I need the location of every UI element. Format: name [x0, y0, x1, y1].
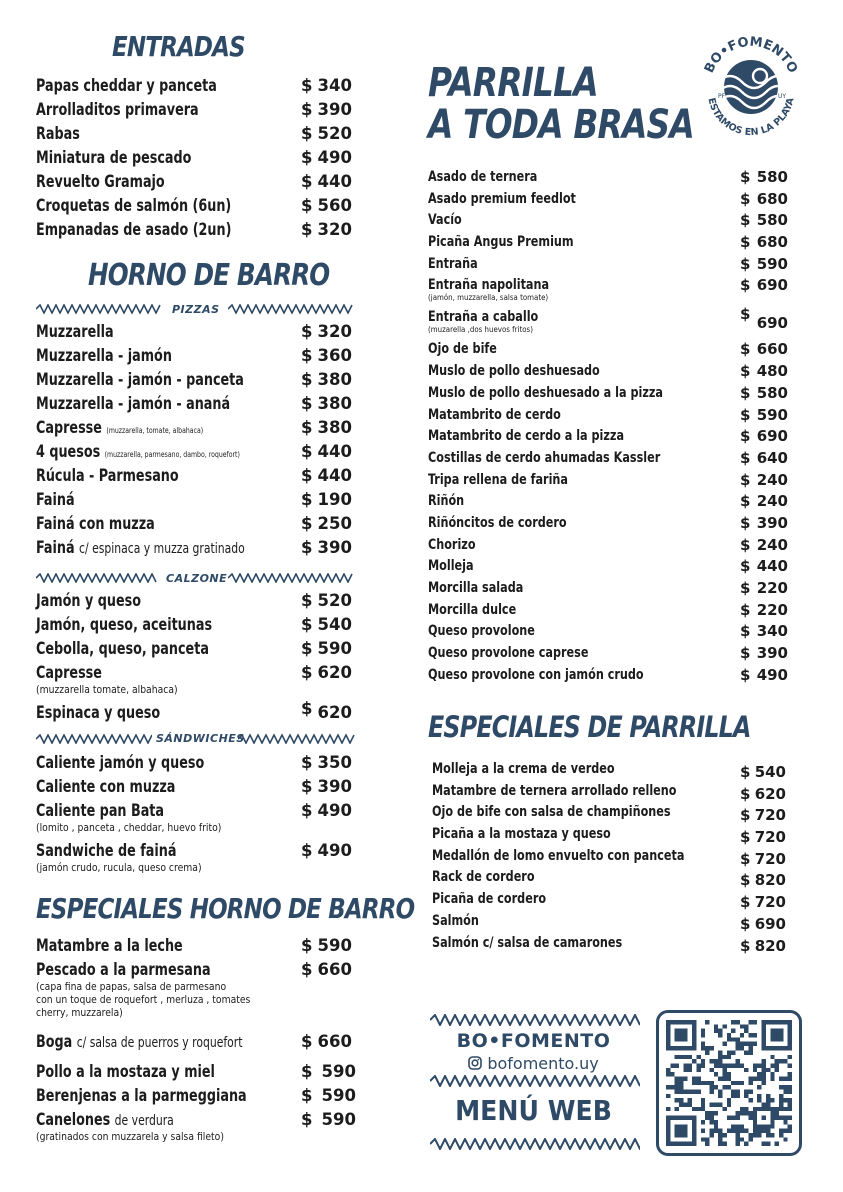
list-item: Espinaca y queso $ 620	[36, 699, 352, 722]
list-item: Fainá c/ espinaca y muzza gratinado $ 390	[36, 538, 352, 557]
svg-text:BO•FOMENTO: BO•FOMENTO	[701, 34, 801, 76]
list-item: Fainá $ 190	[36, 490, 352, 509]
especiales-parrilla-title: ESPECIALES DE PARRILLA	[428, 710, 751, 744]
list-item: Queso provolone con jamón crudo $ 490	[428, 665, 788, 684]
list-item: Muslo de pollo deshuesado a la pizza $ 580	[428, 383, 788, 402]
list-item: Muzzarella - jamón - panceta $ 380	[36, 370, 352, 389]
list-item: Rack de cordero $ 820	[432, 869, 786, 890]
list-item: Medallón de lomo envuelto con panceta $ 720	[432, 847, 786, 868]
instagram-handle[interactable]: bofomento.uy	[436, 1054, 631, 1073]
qr-code-frame[interactable]	[656, 1010, 802, 1156]
list-item: Muzzarella - jamón $ 360	[36, 346, 352, 365]
wave-divider	[36, 734, 152, 744]
horno-title: HORNO DE BARRO	[88, 258, 330, 293]
wave-divider	[36, 573, 158, 583]
list-item: Molleja $ 440	[428, 557, 788, 576]
list-item: Fainá con muzza $ 250	[36, 514, 352, 533]
wave-divider	[430, 1014, 640, 1026]
calzone-list	[36, 590, 356, 726]
list-item: Vacío $ 580	[428, 211, 788, 230]
list-item: Miniatura de pescado $ 490	[36, 148, 352, 167]
list-item: Pollo a la mostaza y miel $ 590	[36, 1062, 356, 1081]
parrilla-title-line2: A TODA BRASA	[428, 102, 694, 148]
wave-divider	[430, 1075, 640, 1087]
especiales-horno-title: ESPECIALES HORNO DE BARRO	[36, 892, 415, 925]
list-item: Empanadas de asado (2un) $ 320	[36, 220, 352, 239]
instagram-icon	[468, 1056, 482, 1070]
list-item: Queso provolone $ 340	[428, 622, 788, 641]
list-item: Croquetas de salmón (6un) $ 560	[36, 196, 352, 215]
list-item: Riñón $ 240	[428, 492, 788, 511]
list-item: Riñóncitos de cordero $ 390	[428, 513, 788, 532]
wave-divider	[228, 304, 356, 314]
entradas-title: ENTRADAS	[112, 30, 245, 63]
list-item: Matambrito de cerdo a la pizza $ 690	[428, 427, 788, 446]
list-item: Berenjenas a la parmeggiana $ 590	[36, 1086, 356, 1105]
wave-divider	[36, 304, 166, 314]
sandwiches-list	[36, 752, 356, 880]
entradas-list	[36, 75, 356, 243]
especiales-parrilla-list	[432, 760, 792, 955]
list-item: Revuelto Gramajo $ 440	[36, 172, 352, 191]
list-item: Pescado a la parmesana $ 660 (capa fina de papas, salsa de parmesano con un toque de roquefort , merluza , tomates cherry, muzzarela)	[36, 960, 352, 1019]
list-item: Matambrito de cerdo $ 590	[428, 405, 788, 424]
svg-text:UY: UY	[778, 93, 787, 100]
list-item: Entraña $ 590	[428, 254, 788, 273]
wave-divider	[430, 1138, 640, 1150]
list-item: Cebolla, queso, panceta $ 590	[36, 639, 352, 658]
list-item: Arrolladitos primavera $ 390	[36, 100, 352, 119]
list-item: Muzzarella $ 320	[36, 322, 352, 341]
calzone-label: CALZONE	[166, 572, 228, 585]
list-item: Entraña napolitana $ 690 (jamón, muzzarella, salsa tomate)	[428, 276, 788, 303]
pizzas-label: PIZZAS	[172, 303, 220, 316]
list-item: Matambre a la leche $ 590	[36, 936, 352, 955]
wave-divider	[238, 734, 356, 744]
list-item: Chorizo $ 240	[428, 535, 788, 554]
list-item: Capresse (muzzarella, tomate, albahaca) $ 380	[36, 418, 352, 437]
list-item: Capresse $ 620 (muzzarella tomate, albahaca)	[36, 663, 352, 696]
list-item: Ojo de bife con salsa de champiñones $ 720	[432, 804, 786, 825]
list-item: Sandwiche de fainá $ 490 (jamón crudo, rucula, queso crema)	[36, 841, 352, 874]
bofomento-logo	[696, 32, 806, 142]
list-item: Caliente pan Bata $ 490 (lomito , panceta , cheddar, huevo frito)	[36, 801, 352, 834]
list-item: Picaña Angus Premium $ 680	[428, 233, 788, 252]
list-item: Caliente jamón y queso $ 350	[36, 753, 352, 772]
list-item: Rabas $ 520	[36, 124, 352, 143]
especiales-horno-list	[36, 935, 356, 1149]
list-item: Salmón $ 690	[432, 912, 786, 933]
list-item: Entraña a caballo $ 690 (muzarella ,dos huevos fritos)	[428, 305, 788, 335]
list-item: Picaña a la mostaza y queso $ 720	[432, 826, 786, 847]
list-item: Ojo de bife $ 660	[428, 340, 788, 359]
parrilla-title-line1: PARRILLA	[428, 60, 598, 106]
list-item: Matambre de ternera arrollado relleno $ 620	[432, 782, 786, 803]
menu-web-label[interactable]: MENÚ WEB	[455, 1094, 612, 1127]
qr-code-icon	[666, 1020, 792, 1146]
list-item: Caliente con muzza $ 390	[36, 777, 352, 796]
list-item: Molleja a la crema de verdeo $ 540	[432, 761, 786, 781]
list-item: Morcilla dulce $ 220	[428, 600, 788, 619]
list-item: Tripa rellena de fariña $ 240	[428, 470, 788, 489]
list-item: Canelones de verdura $ 590 (gratinados con muzzarela y salsa fileto)	[36, 1110, 356, 1143]
wave-divider	[228, 573, 356, 583]
list-item: Jamón y queso $ 520	[36, 591, 352, 610]
parrilla-list	[428, 168, 788, 687]
pizzas-list	[36, 321, 356, 561]
sandwiches-label: SÁNDWICHES	[156, 732, 245, 745]
list-item: Picaña de cordero $ 720	[432, 891, 786, 912]
list-item: Papas cheddar y panceta $ 340	[36, 76, 352, 95]
list-item: 4 quesos (muzzarella, parmesano, dambo, roquefort) $ 440	[36, 442, 352, 461]
list-item: Rúcula - Parmesano $ 440	[36, 466, 352, 485]
list-item: Queso provolone caprese $ 390	[428, 644, 788, 663]
list-item: Boga c/ salsa de puerros y roquefort $ 660	[36, 1032, 352, 1051]
footer-brand: BO•FOMENTO	[456, 1030, 611, 1052]
list-item: Asado premium feedlot $ 680	[428, 189, 788, 208]
list-item: Morcilla salada $ 220	[428, 579, 788, 597]
list-item: Muzzarella - jamón - ananá $ 380	[36, 394, 352, 413]
list-item: Muslo de pollo deshuesado $ 480	[428, 362, 788, 381]
list-item: Salmón c/ salsa de camarones $ 820	[432, 934, 786, 955]
svg-text:PF: PF	[718, 93, 726, 100]
list-item: Asado de ternera $ 580	[428, 168, 788, 186]
svg-text:ESTAMOS EN LA PLAYA: ESTAMOS EN LA PLAYA	[705, 96, 797, 139]
list-item: Jamón, queso, aceitunas $ 540	[36, 615, 352, 634]
list-item: Costillas de cerdo ahumadas Kassler $ 640	[428, 448, 788, 467]
